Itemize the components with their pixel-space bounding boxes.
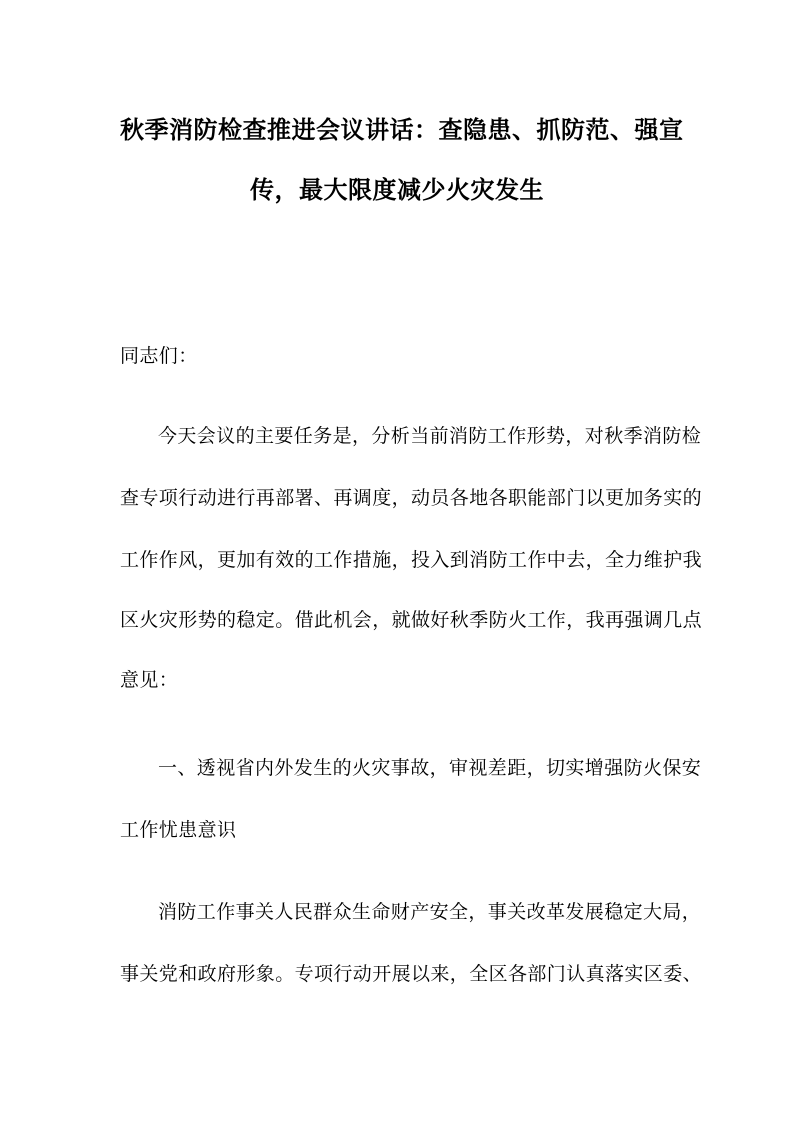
paragraph-line: 工作作风，更加有效的工作措施，投入到消防工作中去，全力维护我 (120, 549, 703, 571)
paragraph-line: 查专项行动进行再部署、再调度，动员各地各职能部门以更加务实的 (120, 487, 703, 509)
paragraph-line: 消防工作事关人民群众生命财产安全，事关改革发展稳定大局， (158, 901, 702, 923)
salutation: 同志们： (120, 345, 198, 367)
paragraph-line: 区火灾形势的稳定。借此机会，就做好秋季防火工作，我再强调几点 (120, 609, 703, 631)
paragraph-line: 今天会议的主要任务是，分析当前消防工作形势，对秋季消防检 (158, 425, 702, 447)
paragraph-line: 意见： (120, 669, 179, 691)
paragraph-line: 事关党和政府形象。专项行动开展以来，全区各部门认真落实区委、 (120, 963, 703, 985)
section-heading-line: 工作忧患意识 (120, 819, 237, 841)
document-title-line-1: 秋季消防检查推进会议讲话：查隐患、抓防范、强宣 (120, 116, 684, 144)
document-title-line-2: 传，最大限度减少火灾发生 (250, 176, 544, 204)
section-heading-line: 一、透视省内外发生的火灾事故，审视差距，切实增强防火保安 (158, 757, 702, 779)
